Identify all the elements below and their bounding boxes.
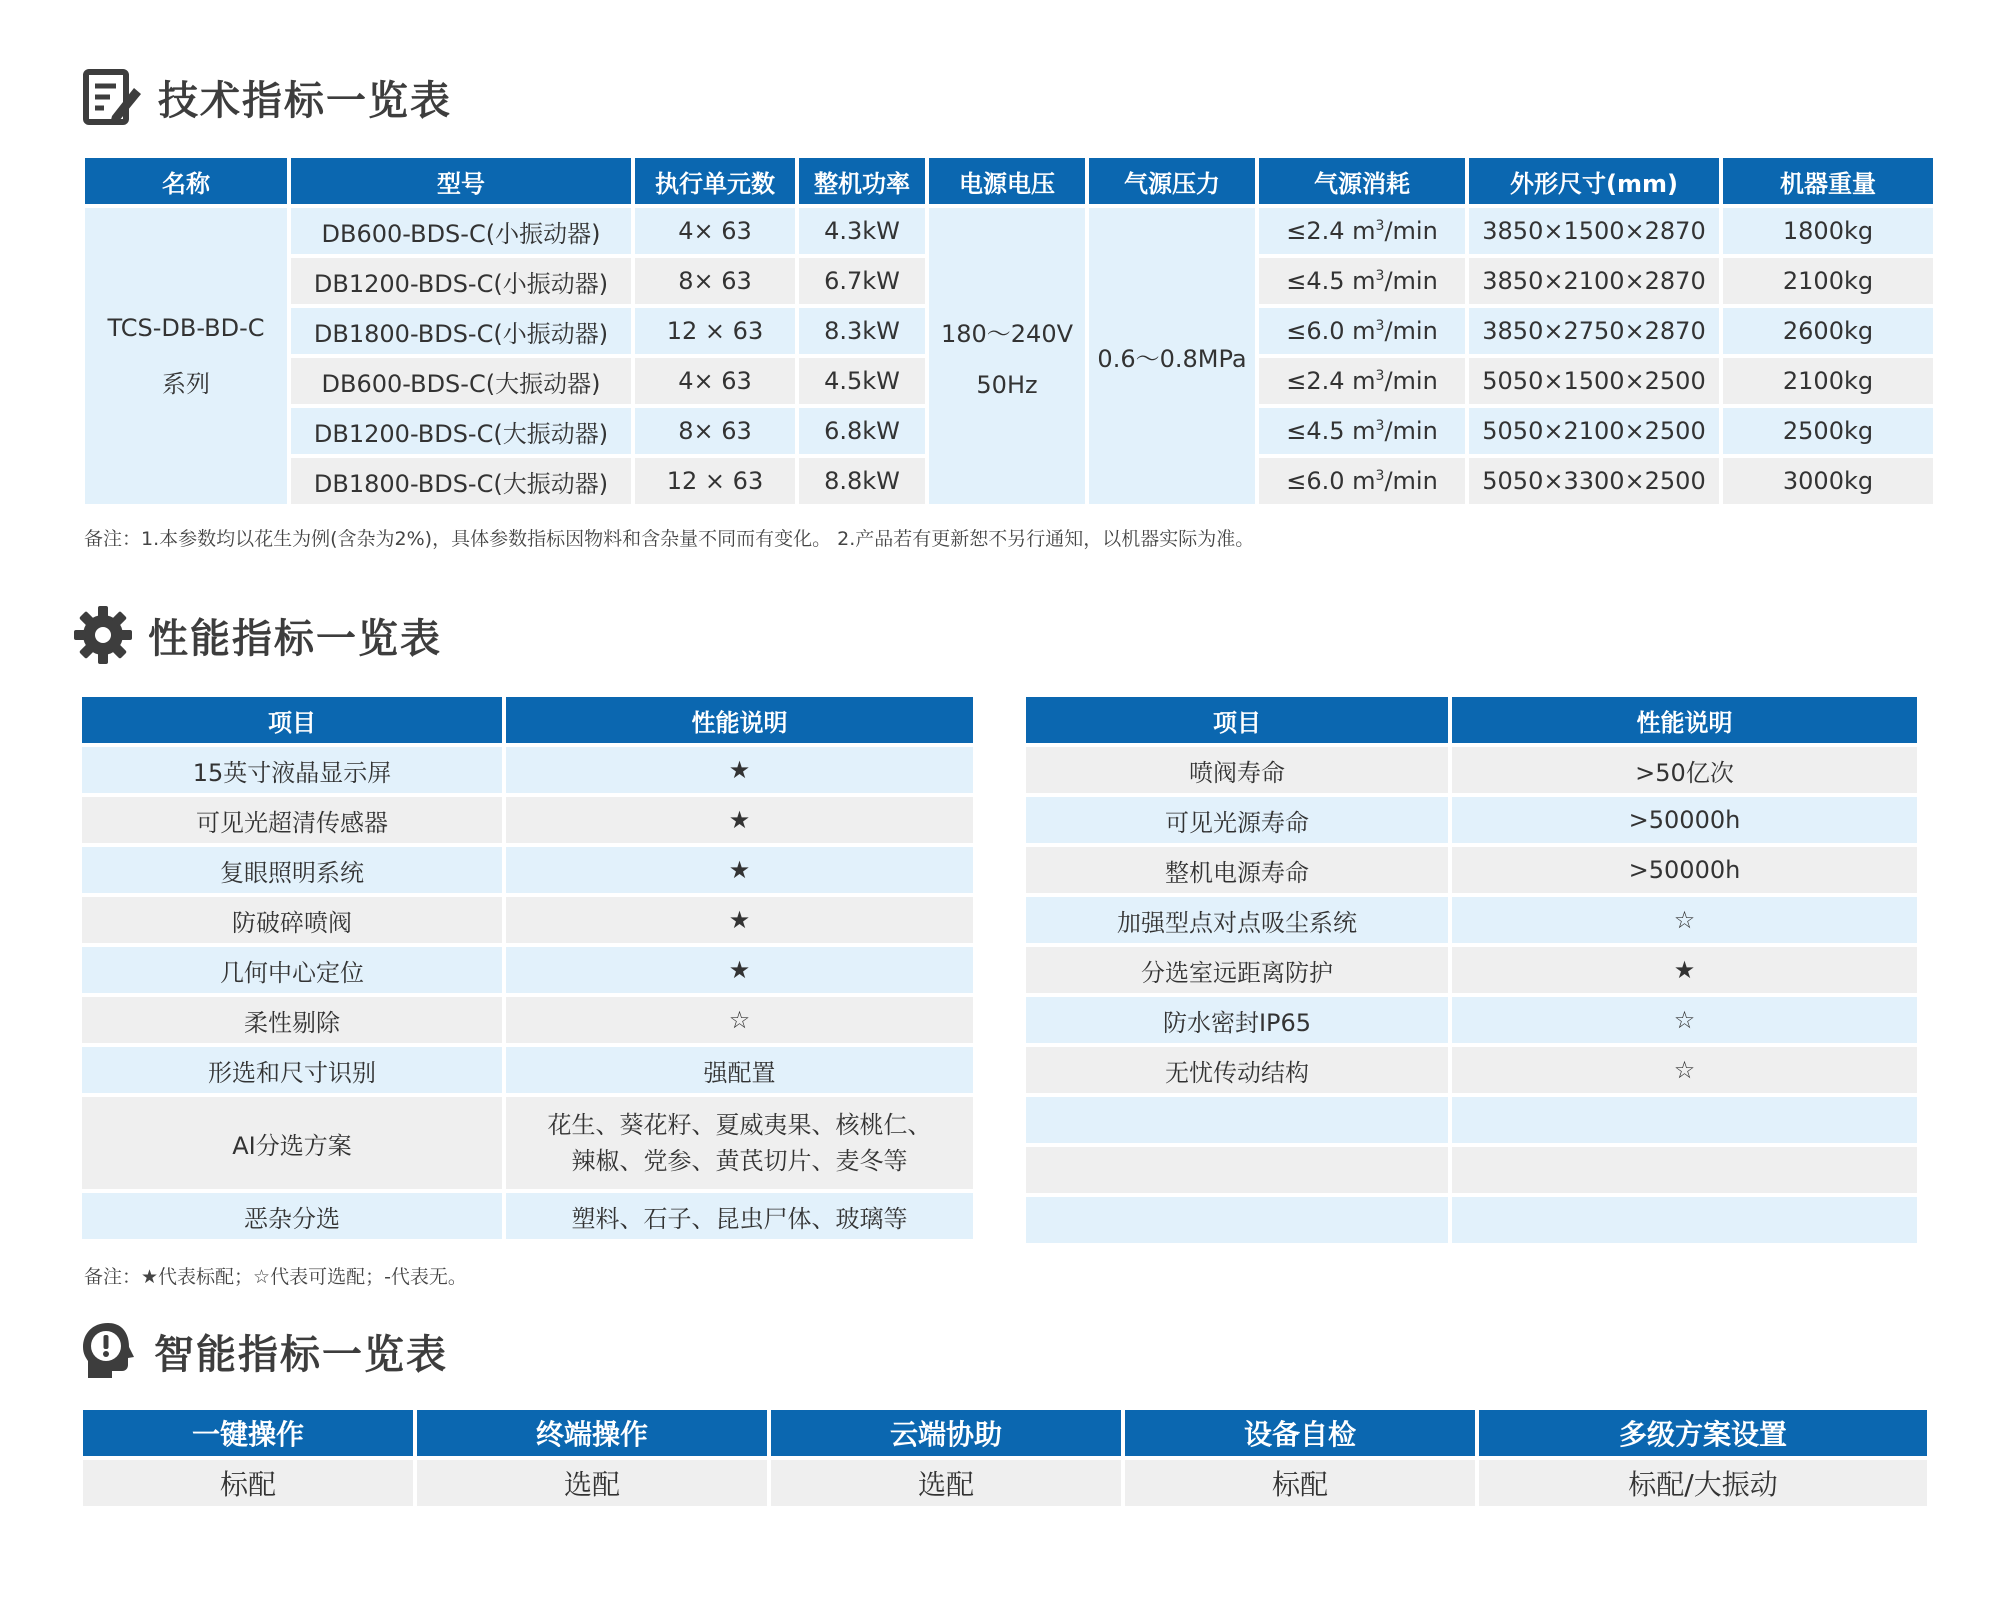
air-cell [1259,458,1465,504]
table-row [1026,747,1917,793]
air-value: ≤4.5 m [1286,417,1376,445]
perf-item: 几何中心定位 [82,947,502,993]
table-row [82,1193,973,1239]
table-row [1026,947,1917,993]
perf-desc [1452,1097,1917,1143]
perf-item: 防破碎喷阀 [82,897,502,943]
air-unit: /min [1384,467,1438,495]
air-unit: /min [1384,317,1438,345]
perf-item: 形选和尺寸识别 [82,1047,502,1093]
power-cell: 6.7kW [799,258,925,304]
smart-header: 一键操作 [83,1410,413,1456]
perf-item: 无忧传动结构 [1026,1047,1448,1093]
air-exponent: 3 [1375,418,1385,434]
optional-star-icon: ☆ [1452,1047,1917,1093]
perf-table-left [78,693,977,1243]
weight-cell: 3000kg [1723,458,1933,504]
table-row [1026,997,1917,1043]
voltage-line2: 50Hz [976,370,1038,399]
tech-header: 型号 [291,158,631,204]
air-value: ≤2.4 m [1286,217,1376,245]
tech-spec-table [81,154,1937,508]
perf-header: 项目 [82,697,502,743]
perf-header: 项目 [1026,697,1448,743]
standard-star-icon: ★ [506,897,973,943]
perf-item: 复眼照明系统 [82,847,502,893]
table-row [83,1460,1927,1506]
air-unit: /min [1384,267,1438,295]
smart-section-title [78,1320,448,1382]
table-row [82,997,973,1043]
smart-value: 标配/大振动 [1479,1460,1927,1506]
size-cell: 3850×1500×2870 [1469,208,1719,254]
perf-desc-line1: 花生、葵花籽、夏威夷果、核桃仁、 [547,1111,932,1139]
smart-header: 设备自检 [1125,1410,1475,1456]
optional-star-icon: ☆ [506,997,973,1043]
air-cell [1259,408,1465,454]
perf-desc [1452,1197,1917,1243]
smart-header: 终端操作 [417,1410,767,1456]
tech-header: 机器重量 [1723,158,1933,204]
table-row [82,1047,973,1093]
smart-value: 选配 [771,1460,1121,1506]
tech-header: 气源压力 [1089,158,1255,204]
air-cell [1259,358,1465,404]
perf-note: 备注：★代表标配；☆代表可选配；-代表无。 [84,1266,467,1288]
smart-value: 标配 [1125,1460,1475,1506]
perf-desc-line2: 辣椒、党参、黄芪切片、麦冬等 [571,1147,908,1175]
model-cell: DB1800-BDS-C(小振动器) [291,308,631,354]
perf-item: 喷阀寿命 [1026,747,1448,793]
perf-header: 性能说明 [506,697,973,743]
optional-star-icon: ☆ [1452,997,1917,1043]
table-row [1026,1097,1917,1143]
perf-item: 恶杂分选 [82,1193,502,1239]
table-row [1026,797,1917,843]
table-row [82,897,973,943]
perf-item: 整机电源寿命 [1026,847,1448,893]
tech-section-title [82,66,452,128]
perf-item [1026,1197,1448,1243]
perf-title: 性能指标一览表 [148,615,442,662]
units-cell: 8× 63 [635,258,795,304]
model-cell: DB1200-BDS-C(大振动器) [291,408,631,454]
smart-value: 标配 [83,1460,413,1506]
table-row [82,847,973,893]
perf-desc: 塑料、石子、昆虫尸体、玻璃等 [506,1193,973,1239]
perf-header: 性能说明 [1452,697,1917,743]
air-value: ≤6.0 m [1286,467,1376,495]
perf-item [1026,1097,1448,1143]
air-cell [1259,208,1465,254]
air-cell [1259,258,1465,304]
table-row [82,947,973,993]
standard-star-icon: ★ [506,747,973,793]
model-cell: DB1800-BDS-C(大振动器) [291,458,631,504]
power-cell: 4.5kW [799,358,925,404]
perf-desc: >50000h [1452,847,1917,893]
units-cell: 4× 63 [635,358,795,404]
table-row [82,797,973,843]
air-value: ≤2.4 m [1286,367,1376,395]
power-cell: 8.3kW [799,308,925,354]
perf-item: 防水密封IP65 [1026,997,1448,1043]
perf-desc [506,1097,973,1189]
air-exponent: 3 [1375,468,1385,484]
standard-star-icon: ★ [506,847,973,893]
smart-header: 多级方案设置 [1479,1410,1927,1456]
units-cell: 8× 63 [635,408,795,454]
size-cell: 3850×2750×2870 [1469,308,1719,354]
perf-item: 加强型点对点吸尘系统 [1026,897,1448,943]
tech-header: 执行单元数 [635,158,795,204]
table-row [82,747,973,793]
voltage-cell [929,208,1085,504]
size-cell: 3850×2100×2870 [1469,258,1719,304]
table-row [1026,1047,1917,1093]
perf-item: 15英寸液晶显示屏 [82,747,502,793]
perf-item: 柔性剔除 [82,997,502,1043]
perf-item: 分选室远距离防护 [1026,947,1448,993]
smart-value: 选配 [417,1460,767,1506]
weight-cell: 1800kg [1723,208,1933,254]
tech-header-row [85,158,1933,204]
table-row [1026,897,1917,943]
model-cell: DB600-BDS-C(小振动器) [291,208,631,254]
table-row [1026,1197,1917,1243]
tech-header: 电源电压 [929,158,1085,204]
perf-desc: >50亿次 [1452,747,1917,793]
perf-item [1026,1147,1448,1193]
tech-header: 整机功率 [799,158,925,204]
units-cell: 12 × 63 [635,458,795,504]
size-cell: 5050×3300×2500 [1469,458,1719,504]
voltage-line1: 180～240V [940,319,1074,348]
head-alert-icon [78,1320,140,1382]
air-exponent: 3 [1375,218,1385,234]
optional-star-icon: ☆ [1452,897,1917,943]
air-unit: /min [1384,367,1438,395]
model-cell: DB600-BDS-C(大振动器) [291,358,631,404]
table-row [1026,1147,1917,1193]
power-cell: 6.8kW [799,408,925,454]
perf-desc [1452,1147,1917,1193]
tech-note: 备注：1.本参数均以花生为例(含杂为2%)，具体参数指标因物料和含杂量不同而有变化。 2.产品若有更新恕不另行通知，以机器实际为准。 [84,528,1255,550]
smart-table [79,1406,1931,1510]
air-exponent: 3 [1375,268,1385,284]
document-edit-icon [82,66,144,128]
weight-cell: 2100kg [1723,258,1933,304]
weight-cell: 2600kg [1723,308,1933,354]
air-unit: /min [1384,417,1438,445]
table-row [85,208,1933,254]
series-name-line2: 系列 [162,369,210,398]
perf-right-header-row [1026,697,1917,743]
standard-star-icon: ★ [1452,947,1917,993]
power-cell: 8.8kW [799,458,925,504]
smart-header: 云端协助 [771,1410,1121,1456]
weight-cell: 2100kg [1723,358,1933,404]
air-unit: /min [1384,217,1438,245]
table-row [1026,847,1917,893]
air-exponent: 3 [1375,318,1385,334]
tech-header: 气源消耗 [1259,158,1465,204]
perf-item: 可见光超清传感器 [82,797,502,843]
model-cell: DB1200-BDS-C(小振动器) [291,258,631,304]
tech-header: 外形尺寸(mm) [1469,158,1719,204]
perf-left-header-row [82,697,973,743]
air-value: ≤6.0 m [1286,317,1376,345]
gear-icon [72,604,134,666]
tech-header: 名称 [85,158,287,204]
tech-title: 技术指标一览表 [158,77,452,124]
units-cell: 12 × 63 [635,308,795,354]
series-name-cell [85,208,287,504]
size-cell: 5050×2100×2500 [1469,408,1719,454]
series-name-line1: TCS-DB-BD-C [107,313,265,342]
size-cell: 5050×1500×2500 [1469,358,1719,404]
perf-section-title [72,604,442,666]
perf-table-right [1022,693,1921,1247]
pressure-cell: 0.6～0.8MPa [1089,208,1255,504]
perf-item: 可见光源寿命 [1026,797,1448,843]
standard-star-icon: ★ [506,947,973,993]
air-exponent: 3 [1375,368,1385,384]
air-value: ≤4.5 m [1286,267,1376,295]
smart-header-row [83,1410,1927,1456]
smart-title: 智能指标一览表 [154,1331,448,1378]
standard-star-icon: ★ [506,797,973,843]
perf-desc: >50000h [1452,797,1917,843]
perf-desc: 强配置 [506,1047,973,1093]
weight-cell: 2500kg [1723,408,1933,454]
table-row [82,1097,973,1189]
power-cell: 4.3kW [799,208,925,254]
units-cell: 4× 63 [635,208,795,254]
perf-item: AI分选方案 [82,1097,502,1189]
air-cell [1259,308,1465,354]
